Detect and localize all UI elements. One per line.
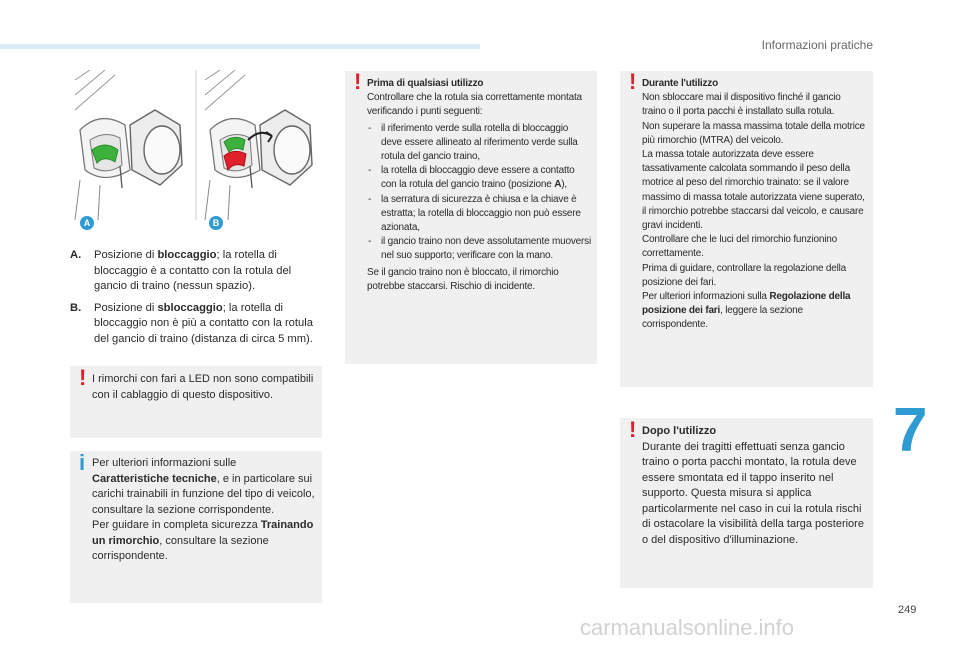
during-use-p4: Controllare che le luci del rimorchio funzionino correttamente. — [642, 234, 837, 260]
list-item-text: la rotella di bloccaggio deve essere a contatto con la rotula del gancio traino (posizione — [381, 165, 575, 191]
list-item-text: ), — [561, 179, 567, 191]
after-use-box — [620, 418, 873, 588]
definition-key: B. — [70, 301, 82, 314]
during-use-p6 — [642, 290, 867, 333]
before-use-outro: Se il gancio traino non è bloccato, il rimorchio potrebbe staccarsi. Rischio di incidente. — [367, 266, 559, 292]
info-paragraph-1 — [92, 456, 316, 518]
during-use-text: Per ulteriori informazioni sulla — [642, 291, 770, 303]
led-warning-text: I rimorchi con fari a LED non sono compatibili con il cablaggio di questo dispositivo. — [92, 373, 314, 401]
figure-label-a: A — [80, 216, 94, 230]
position-definitions — [70, 248, 320, 353]
list-item — [367, 164, 591, 192]
before-use-box — [345, 71, 597, 364]
info-box — [70, 451, 322, 603]
definition-text-part: Posizione di — [94, 249, 158, 261]
during-use-p1: Non sbloccare mai il dispositivo finché il gancio traino o il porta pacchi è installato sulla rotula. — [642, 92, 841, 118]
checklist — [367, 122, 591, 264]
info-text: , e in particolare sui carichi trainabili in funzione del tipo di veicolo, consultare la sezione corrispondente. — [92, 472, 315, 516]
during-use-bold: Regolazione della posizione dei fari — [642, 291, 851, 317]
info-icon: i — [79, 450, 86, 475]
info-paragraph-2 — [92, 518, 316, 565]
info-text: Per guidare in completa sicurezza — [92, 519, 261, 531]
definition-key: A. — [70, 249, 82, 261]
towbar-lock-illustration — [70, 70, 200, 220]
during-use-p2: Non superare la massa massima totale della motrice più rimorchio (MTRA) del veicolo. — [642, 120, 865, 146]
definition-text — [94, 248, 320, 295]
definition-text-part: ; la rotella di bloccaggio è a contatto con la rotula del gancio di traino (nessun spazio). — [94, 249, 292, 292]
info-bold: Trainando un rimorchio — [92, 519, 314, 547]
during-use-text: , leggere la sezione corrispondente. — [642, 305, 803, 331]
towbar-unlock-illustration — [200, 70, 330, 220]
page-number: 249 — [898, 604, 917, 616]
definition-bold: bloccaggio — [157, 249, 217, 261]
chapter-number: 7 — [893, 396, 928, 465]
watermark: carmanualsonline.info — [580, 615, 795, 640]
info-bold: Caratteristiche tecniche — [92, 472, 217, 485]
during-use-title: Durante l'utilizzo — [642, 78, 718, 89]
warning-icon: ! — [79, 365, 87, 390]
before-use-intro: Controllare che la rotula sia correttamente montata verificando i punti seguenti: — [367, 92, 582, 118]
definition-text-part: Posizione di — [94, 301, 158, 314]
info-text: , consultare la sezione corrispondente. — [92, 534, 269, 562]
figure-label-b: B — [209, 216, 223, 230]
definition-text-part: ; la rotella di bloccaggio non è più a contatto con la rotula del gancio di traino (distanza di circa 5 mm). — [94, 301, 313, 345]
after-use-text: Durante dei tragitti effettuati senza gancio traino o porta pacchi montato, la rotula deve essere smontata ed il tappo inserito nel supporto. Questa misura si applica particolarmente nel caso in cui la rotula rischi di ostacolare la visibilità della targa posteriore o del dispositivo d'illuminazione. — [642, 440, 864, 546]
after-use-title: Dopo l'utilizzo — [642, 425, 717, 437]
during-use-box — [620, 71, 873, 387]
list-item: - la serratura di sicurezza è chiusa e la chiave è estratta; la rotella di bloccaggio non può essere azionata, — [367, 193, 591, 236]
definition-a — [70, 248, 320, 295]
during-use-p5: Prima di guidare, controllare la regolazione della posizione dei fari. — [642, 262, 847, 288]
info-text: Per ulteriori informazioni sulle — [92, 457, 237, 469]
section-title: Informazioni pratiche — [761, 38, 873, 52]
list-item: - il gancio traino non deve assolutamente muoversi nel suo supporto; verificare con la mano. — [367, 235, 591, 263]
header-bar — [0, 44, 480, 49]
list-item: - il riferimento verde sulla rotella di bloccaggio deve essere allineato al riferimento verde sulla rotula del gancio traino, — [367, 122, 591, 165]
warning-icon: ! — [629, 69, 637, 94]
during-use-p3: La massa totale autorizzata deve essere tassativamente calcolata sommando il peso della motrice al peso del rimorchio trainato: se il valore massimo di massa totale autorizzata viene superato, il rimorchio potrebbe staccarsi dal veicolo, e causare gravi incidenti. — [642, 149, 865, 232]
list-item-bold: A — [554, 179, 562, 191]
definition-b — [70, 301, 320, 348]
warning-icon: ! — [629, 417, 637, 442]
figure-a — [70, 70, 200, 230]
before-use-title: Prima di qualsiasi utilizzo — [367, 78, 484, 89]
warning-icon: ! — [354, 69, 362, 94]
led-warning-box — [70, 366, 322, 438]
definition-text — [94, 301, 320, 348]
figure-b — [200, 70, 330, 230]
definition-bold: sbloccaggio — [157, 301, 223, 314]
